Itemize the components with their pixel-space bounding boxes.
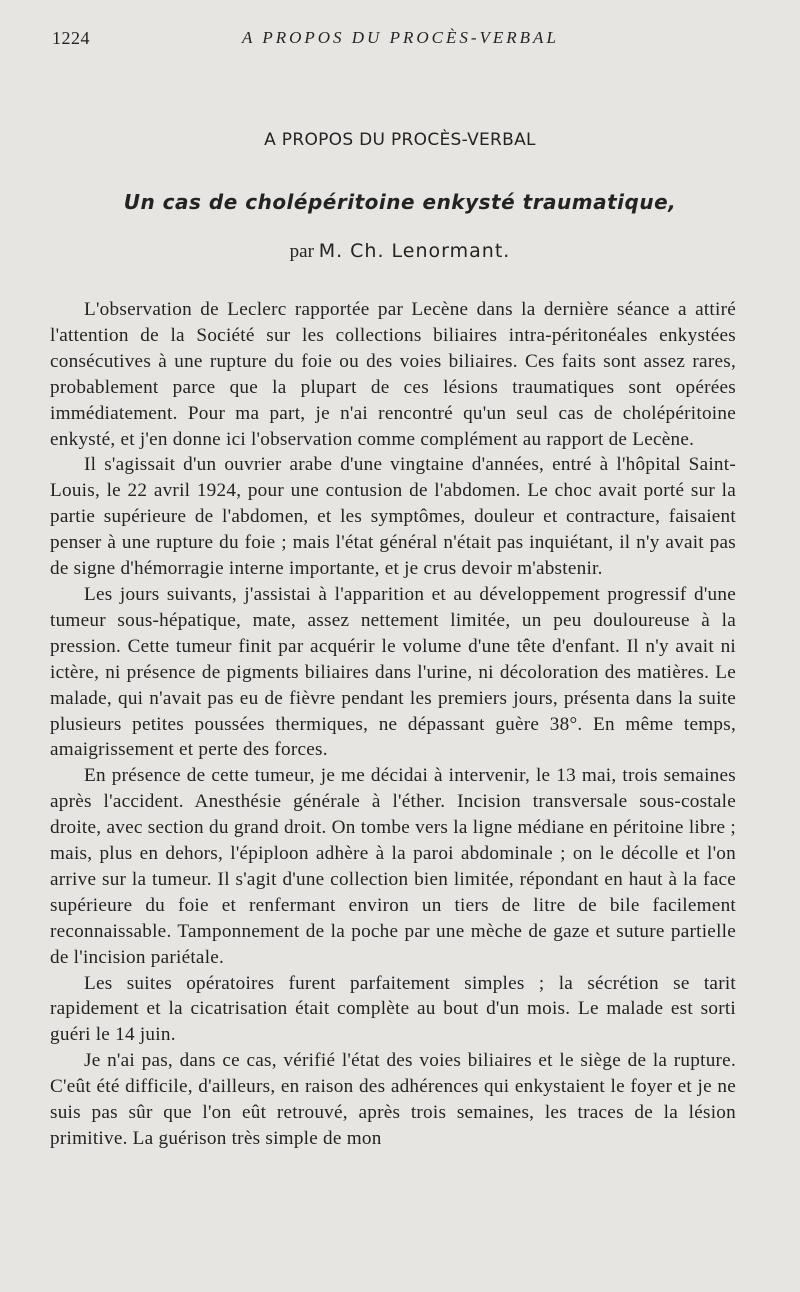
- paragraph: Je n'ai pas, dans ce cas, vérifié l'état des voies biliaires et le siège de la rupture. C'eût été difficile, d'ailleurs, en raison des adhérences qui enkystaient le foyer et je ne suis pas sûr que l'on eût retrouvé, après trois semaines, les traces de la lésion primitive. La guérison très simple de mon: [50, 1050, 736, 1149]
- section-title: A PROPOS DU PROCÈS-VERBAL: [264, 130, 536, 150]
- paragraph: Les suites opératoires furent parfaitement simples ; la sécrétion se tarit rapidement et la cicatrisation était complète au bout d'un mois. Le malade est sorti guéri le 14 juin.: [50, 972, 736, 1046]
- paragraph: Il s'agissait d'un ouvrier arabe d'une vingtaine d'années, entré à l'hôpital Saint-Louis, le 22 avril 1924, pour une contusion de l'abdomen. Le choc avait porté sur la partie supérieure de l'abdomen, et les symptômes, douleur et contracture, faisaient penser à une rupture du foie ; mais l'état général n'était pas inquiétant, il n'y avait pas de signe d'hémorragie interne importante, et je crus devoir m'abstenir.: [50, 454, 736, 580]
- author-name: M. Ch. Lenormant.: [318, 240, 511, 262]
- byline-prefix: par: [289, 241, 314, 262]
- paragraph: L'observation de Leclerc rapportée par Lecène dans la dernière séance a attiré l'attention de la Société sur les collections biliaires intra-péritonéales enkystées consécutives à une rupture du foie ou des voies biliaires. Ces faits sont assez rares, probablement parce que la plupart de ces lésions traumatiques sont opérées immédiatement. Pour ma part, je n'ai rencontré qu'un seul cas de cholépéritoine enkysté, et j'en donne ici l'observation comme complément au rapport de Lecène.: [50, 299, 736, 450]
- article-title: Un cas de cholépéritoine enkysté traumatique,: [123, 190, 677, 214]
- paragraph: En présence de cette tumeur, je me décidai à intervenir, le 13 mai, trois semaines après l'accident. Anesthésie générale à l'éther. Incision transversale sous-costale droite, avec section du grand droit. On tombe vers la ligne médiane en péritoine libre ; mais, plus en dehors, l'épiploon adhère à la paroi abdominale ; on le décolle et l'on arrive sur la tumeur. Il s'agit d'une collection bien limitée, répondant en haut à la face supérieure du foie et renfermant environ un tiers de litre de bile facilement reconnaissable. Tamponnement de la poche par une mèche de gaze et suture partielle de l'incision pariétale.: [50, 765, 736, 968]
- running-title: A PROPOS DU PROCÈS-VERBAL: [242, 28, 559, 47]
- running-header: [52, 28, 742, 52]
- paragraph: Les jours suivants, j'assistai à l'apparition et au développement progressif d'une tumeur sous-hépatique, mate, assez nettement limitée, un peu douloureuse à la pression. Cette tumeur finit par acquérir le volume d'une tête d'enfant. Il n'y avait ni ictère, ni présence de pigments biliaires dans l'urine, ni décoloration des matières. Le malade, qui n'avait pas eu de fièvre pendant les premiers jours, présenta dans la suite plusieurs petites poussées thermiques, ne dépassant guère 38°. En même temps, amaigrissement et perte des forces.: [50, 583, 736, 761]
- byline: [0, 240, 800, 263]
- article-body: [50, 297, 736, 1152]
- page-number: 1224: [52, 28, 90, 48]
